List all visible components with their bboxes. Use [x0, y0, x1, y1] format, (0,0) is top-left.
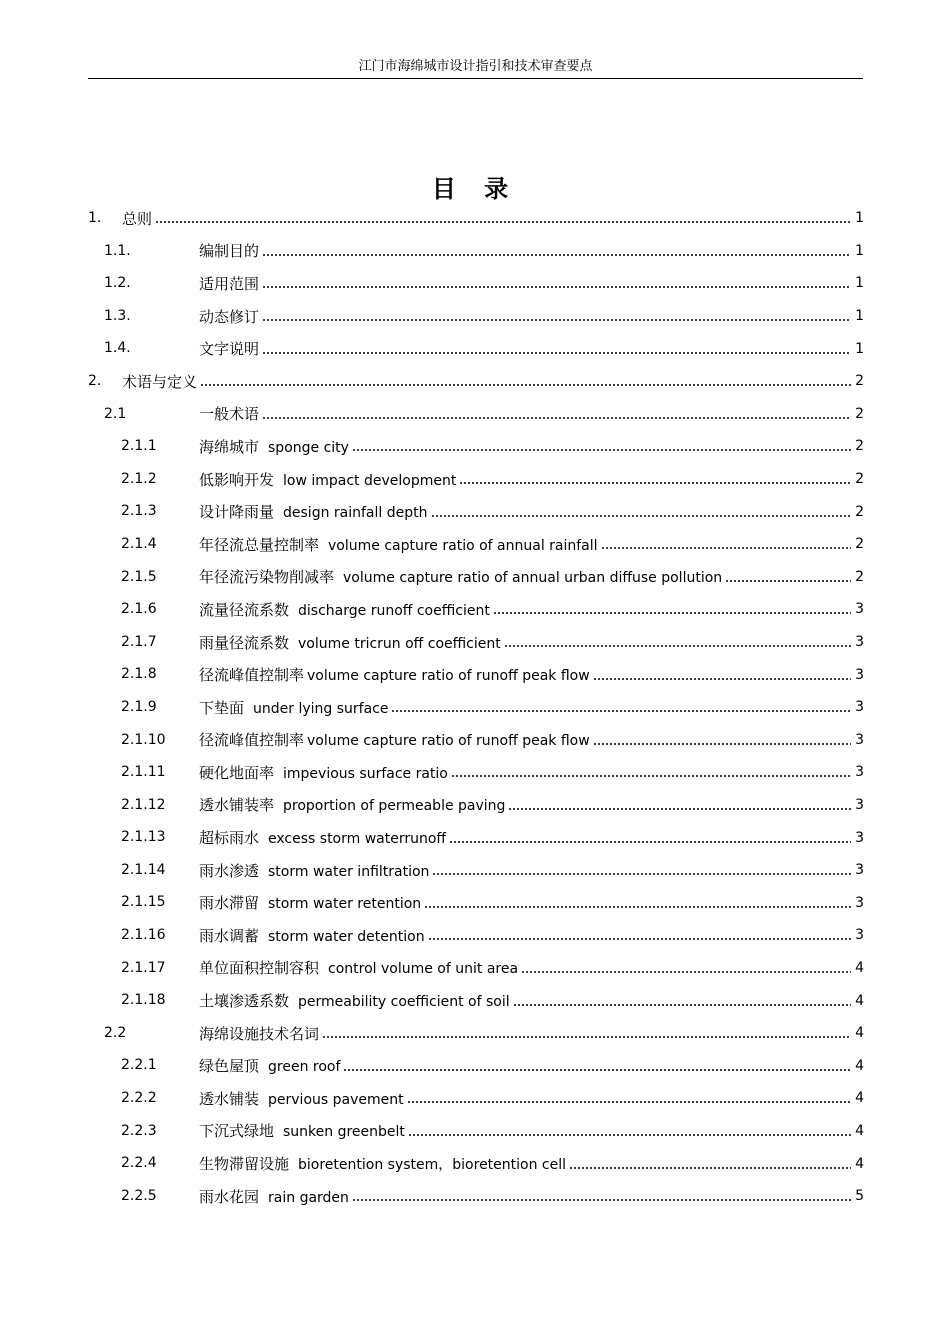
toc-entry-number: 2.1.6 [121, 601, 157, 618]
toc-entry-title-zh: 透水铺装 [199, 1089, 260, 1108]
toc-entry[interactable] [88, 1115, 864, 1148]
toc-entry-number: 2.2 [104, 1024, 127, 1041]
toc-entry-title [199, 534, 598, 555]
toc-dot-leader [155, 221, 851, 223]
toc-page-number: 2 [855, 438, 864, 455]
toc-entry-title-en: rain garden [268, 1189, 349, 1206]
toc-entry-title [199, 273, 259, 294]
toc-entry-title-en: sunken greenbelt [283, 1124, 405, 1141]
toc-entry-title-en: green roof [268, 1059, 341, 1076]
toc-entry[interactable] [88, 789, 864, 822]
toc-page-number: 4 [855, 992, 864, 1009]
toc-dot-leader [508, 808, 851, 810]
toc-entry-number: 1.2. [104, 275, 131, 292]
toc-entry-title-zh: 径流峰值控制率 [199, 666, 305, 685]
toc-dot-leader [352, 449, 851, 451]
toc-dot-leader [569, 1167, 851, 1169]
toc-entry-title-en: volume capture ratio of annual urban diffuse pollution [343, 570, 723, 587]
toc-entry[interactable] [88, 528, 864, 561]
toc-entry-title-en: impevious surface ratio [283, 765, 448, 782]
toc-entry-title-zh: 下沉式绿地 [199, 1122, 275, 1141]
toc-entry-title [199, 1120, 405, 1141]
toc-page-number: 2 [855, 568, 864, 585]
toc-entry-title-en: volume capture ratio of runoff peak flow [307, 733, 590, 750]
toc-entry-number: 2.2.5 [121, 1187, 157, 1204]
toc-entry-title-en: pervious pavement [268, 1091, 404, 1108]
toc-entry-number: 2.2.1 [121, 1057, 157, 1074]
toc-dot-leader [449, 841, 851, 843]
toc-entry[interactable] [88, 202, 864, 235]
toc-entry[interactable] [88, 1049, 864, 1082]
toc-page-number: 3 [855, 731, 864, 748]
toc-entry-number: 2.1 [104, 405, 127, 422]
toc-page-number: 3 [855, 764, 864, 781]
toc-entry-title-zh: 单位面积控制容积 [199, 959, 320, 978]
toc-entry-title-en: volume capture ratio of annual rainfall [328, 537, 598, 554]
toc-entry-number: 2.1.16 [121, 927, 166, 944]
toc-entry-number: 2.1.17 [121, 959, 166, 976]
toc-entry-title [199, 338, 259, 359]
toc-dot-leader [593, 678, 851, 680]
toc-entry-title-zh: 编制目的 [199, 242, 260, 261]
toc-dot-leader [262, 254, 851, 256]
toc-entry-number: 2.1.9 [121, 698, 157, 715]
toc-dot-leader [262, 417, 851, 419]
toc-entry-title [199, 469, 456, 490]
toc-page-number: 3 [855, 634, 864, 651]
toc-entry[interactable] [88, 724, 864, 757]
toc-entry-title-zh: 年径流总量控制率 [199, 535, 320, 554]
toc-entry-title [199, 1088, 404, 1109]
toc-entry-title [199, 957, 518, 978]
toc-dot-leader [451, 775, 851, 777]
toc-entry-title [199, 1055, 340, 1076]
table-of-contents [88, 202, 864, 1212]
toc-entry-title [199, 794, 505, 815]
toc-dot-leader [504, 645, 851, 647]
toc-page-number: 2 [855, 405, 864, 422]
toc-dot-leader [493, 612, 851, 614]
toc-entry-title-en: volume tricrun off coefficient [298, 635, 501, 652]
toc-entry[interactable] [88, 332, 864, 365]
toc-entry[interactable] [88, 854, 864, 887]
toc-entry-title [199, 403, 259, 424]
toc-entry-title-en: excess storm waterrunoff [268, 831, 447, 848]
toc-dot-leader [352, 1199, 851, 1201]
toc-entry[interactable] [88, 365, 864, 398]
toc-entry-title-en: storm water retention [268, 896, 422, 913]
toc-entry-title [199, 566, 722, 587]
toc-entry-number: 2.1.13 [121, 829, 166, 846]
toc-dot-leader [424, 906, 851, 908]
toc-entry-number: 2.1.14 [121, 861, 166, 878]
toc-dot-leader [200, 384, 851, 386]
toc-page-number: 3 [855, 927, 864, 944]
toc-entry-title [199, 827, 446, 848]
toc-entry-title-zh: 硬化地面率 [199, 763, 275, 782]
toc-entry-number: 2. [88, 372, 102, 389]
toc-entry-title [199, 632, 501, 653]
toc-dot-leader [431, 515, 852, 517]
toc-entry-number: 1. [88, 210, 102, 226]
toc-entry-title-zh: 低影响开发 [199, 470, 275, 489]
toc-entry-title [199, 697, 388, 718]
toc-entry-title-zh: 适用范围 [199, 274, 260, 293]
toc-entry-title [199, 599, 490, 620]
toc-entry-title-zh: 雨水渗透 [199, 861, 260, 880]
toc-entry-number: 2.1.1 [121, 438, 157, 455]
toc-entry-title-zh: 雨水花园 [199, 1187, 260, 1206]
toc-entry[interactable] [88, 756, 864, 789]
toc-entry[interactable] [88, 626, 864, 659]
toc-entry[interactable] [88, 398, 864, 431]
toc-entry-title-zh: 动态修订 [199, 307, 260, 326]
toc-entry-number: 2.1.5 [121, 568, 157, 585]
toc-entry-title-zh: 文字说明 [199, 340, 260, 359]
toc-entry-title [199, 436, 349, 457]
toc-entry-title-zh: 雨量径流系数 [199, 633, 290, 652]
toc-dot-leader [391, 710, 851, 712]
toc-entry[interactable] [88, 300, 864, 333]
toc-page-number: 4 [855, 1155, 864, 1172]
toc-dot-leader [262, 319, 851, 321]
toc-entry[interactable] [88, 952, 864, 985]
toc-entry[interactable] [88, 1017, 864, 1050]
toc-entry-number: 1.3. [104, 307, 131, 324]
toc-page-number: 3 [855, 666, 864, 683]
toc-entry-title [199, 664, 590, 685]
toc-page-number: 4 [855, 959, 864, 976]
toc-entry-title-zh: 流量径流系数 [199, 600, 290, 619]
toc-dot-leader [262, 286, 851, 288]
toc-entry-title-zh: 总则 [122, 209, 153, 228]
toc-entry-number: 2.1.12 [121, 796, 166, 813]
toc-entry-title-zh: 术语与定义 [122, 372, 198, 391]
toc-entry-title [122, 208, 152, 229]
toc-entry-number: 1.1. [104, 242, 131, 259]
toc-page-number: 1 [855, 275, 864, 292]
toc-entry-title-zh: 雨水滞留 [199, 894, 260, 913]
toc-page-number: 3 [855, 796, 864, 813]
toc-entry-number: 2.2.3 [121, 1122, 157, 1139]
toc-entry-title-zh: 海绵城市 [199, 437, 260, 456]
toc-page-number: 1 [855, 308, 864, 325]
toc-entry-number: 2.1.2 [121, 470, 157, 487]
running-header-text: 江门市海绵城市设计指引和技术审查要点 [358, 59, 593, 74]
toc-entry-number: 1.4. [104, 340, 131, 357]
toc-page-number: 2 [855, 471, 864, 488]
toc-entry[interactable] [88, 1180, 864, 1213]
toc-entry[interactable] [88, 821, 864, 854]
toc-entry-title [199, 501, 428, 522]
toc-dot-leader [408, 1134, 851, 1136]
toc-entry[interactable] [88, 658, 864, 691]
toc-page-number: 3 [855, 894, 864, 911]
toc-entry-number: 2.1.3 [121, 503, 157, 520]
toc-entry[interactable] [88, 919, 864, 952]
toc-dot-leader [459, 482, 851, 484]
toc-entry-number: 2.1.7 [121, 633, 157, 650]
toc-entry[interactable] [88, 235, 864, 268]
toc-dot-leader [513, 1004, 851, 1006]
toc-entry-title-zh: 下垫面 [199, 698, 245, 717]
toc-entry-title [199, 925, 425, 946]
toc-page-number: 3 [855, 601, 864, 618]
toc-dot-leader [521, 971, 851, 973]
toc-entry-title-en: design rainfall depth [283, 505, 428, 522]
toc-page-number: 5 [855, 1188, 864, 1205]
toc-entry-title-en: volume capture ratio of runoff peak flow [307, 668, 590, 685]
toc-page-number: 2 [855, 536, 864, 553]
toc-page-number: 4 [855, 1122, 864, 1139]
toc-page-number: 1 [855, 210, 864, 227]
toc-entry-title [199, 306, 259, 327]
toc-entry-title-zh: 雨水调蓄 [199, 926, 260, 945]
toc-dot-leader [343, 1069, 851, 1071]
toc-entry-title-zh: 径流峰值控制率 [199, 731, 305, 750]
toc-dot-leader [593, 743, 851, 745]
toc-entry-number: 2.1.11 [121, 764, 166, 781]
toc-entry-title-zh: 海绵设施技术名词 [199, 1024, 320, 1043]
toc-entry-title [199, 729, 590, 750]
toc-entry[interactable] [88, 561, 864, 594]
toc-entry[interactable] [88, 267, 864, 300]
toc-entry-number: 2.1.18 [121, 992, 166, 1009]
toc-entry-title-zh: 设计降雨量 [199, 503, 275, 522]
toc-dot-leader [725, 580, 851, 582]
toc-page-number: 4 [855, 1090, 864, 1107]
toc-entry-number: 2.2.4 [121, 1155, 157, 1172]
toc-page-number: 4 [855, 1057, 864, 1074]
toc-entry-number: 2.1.15 [121, 894, 166, 911]
toc-entry-title-en: proportion of permeable paving [283, 798, 506, 815]
toc-dot-leader [428, 938, 851, 940]
toc-entry-title [199, 892, 421, 913]
toc-entry-title [199, 1023, 319, 1044]
toc-dot-leader [262, 352, 851, 354]
toc-entry[interactable] [88, 593, 864, 626]
toc-entry-title-zh: 年径流污染物削减率 [199, 568, 335, 587]
toc-entry-title [199, 762, 448, 783]
toc-entry-title [199, 860, 429, 881]
toc-entry[interactable] [88, 463, 864, 496]
toc-dot-leader [322, 1036, 851, 1038]
toc-entry-title-zh: 土壤渗透系数 [199, 992, 290, 1011]
toc-entry-title-en: discharge runoff coefficient [298, 602, 490, 619]
toc-entry[interactable] [88, 430, 864, 463]
toc-entry-title [199, 990, 510, 1011]
toc-entry[interactable] [88, 1147, 864, 1180]
toc-page-number: 2 [855, 503, 864, 520]
toc-entry-title-zh: 一般术语 [199, 405, 260, 424]
toc-entry-title-en: under lying surface [253, 700, 389, 717]
toc-page-number: 3 [855, 699, 864, 716]
toc-dot-leader [432, 873, 851, 875]
toc-page-number: 1 [855, 242, 864, 259]
toc-dot-leader [601, 547, 851, 549]
toc-entry-title-en: low impact development [283, 472, 457, 489]
toc-entry-title [122, 371, 197, 392]
toc-entry-title [199, 1153, 566, 1174]
running-header [88, 58, 863, 79]
toc-entry-title-zh: 绿色屋顶 [199, 1057, 260, 1076]
toc-dot-leader [407, 1101, 851, 1103]
toc-entry-title-en: control volume of unit area [328, 961, 519, 978]
toc-entry[interactable] [88, 495, 864, 528]
toc-entry-number: 2.1.8 [121, 666, 157, 683]
toc-page-number: 4 [855, 1025, 864, 1042]
toc-entry-title-zh: 透水铺装率 [199, 796, 275, 815]
toc-entry-title-en: storm water infiltration [268, 863, 430, 880]
toc-entry[interactable] [88, 886, 864, 919]
toc-entry-title-zh: 生物滞留设施 [199, 1155, 290, 1174]
toc-entry-title [199, 1186, 349, 1207]
toc-page-number: 3 [855, 862, 864, 879]
toc-entry-title-zh: 超标雨水 [199, 829, 260, 848]
toc-entry[interactable] [88, 984, 864, 1017]
toc-entry-number: 2.2.2 [121, 1090, 157, 1107]
toc-page-number: 1 [855, 340, 864, 357]
toc-entry[interactable] [88, 691, 864, 724]
toc-entry-title-en: permeability coefficient of soil [298, 994, 510, 1011]
toc-entry-title-en: sponge city [268, 439, 349, 456]
toc-entry-number: 2.1.10 [121, 731, 166, 748]
toc-entry-title [199, 240, 259, 261]
toc-page-number: 2 [855, 373, 864, 390]
toc-entry[interactable] [88, 1082, 864, 1115]
toc-title: 目 录 [431, 174, 519, 203]
toc-entry-title-en: bioretention system，bioretention cell [298, 1157, 567, 1174]
toc-entry-number: 2.1.4 [121, 535, 157, 552]
toc-entry-title-en: storm water detention [268, 928, 425, 945]
toc-page-number: 3 [855, 829, 864, 846]
